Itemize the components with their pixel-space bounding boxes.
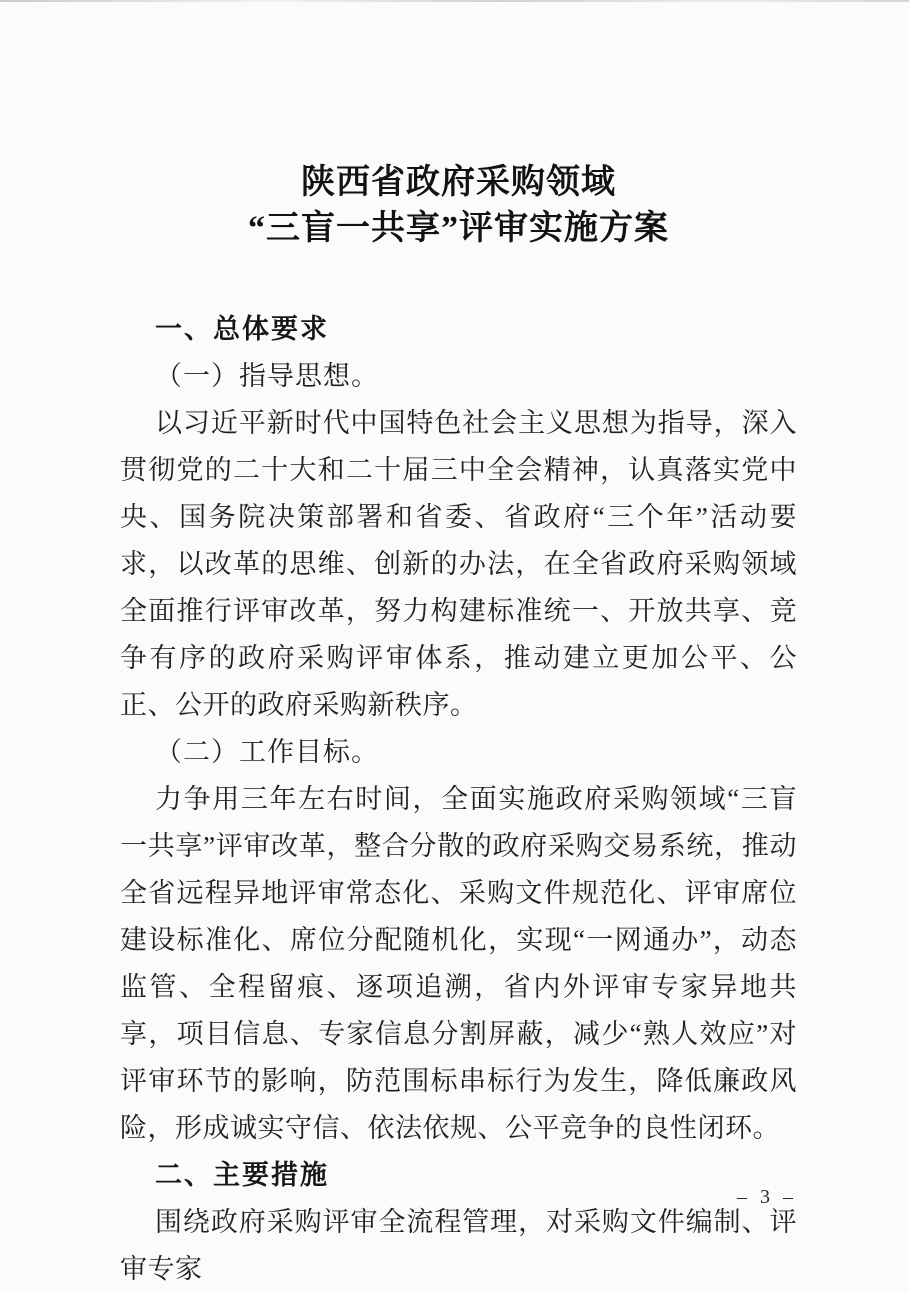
section-heading-main-measures: 二、主要措施 — [155, 1160, 329, 1190]
document-body — [120, 306, 797, 1293]
subsection-heading-work-goals: （二）工作目标。 — [155, 737, 379, 767]
document-title-line2: “三盲一共享”评审实施方案 — [248, 210, 669, 247]
subsection-heading-guiding-ideology: （一）指导思想。 — [155, 361, 379, 391]
document-title-line1: 陕西省政府采购领域 — [301, 164, 616, 201]
paragraph-guiding-ideology: 以习近平新时代中国特色社会主义思想为指导，深入贯彻党的二十大和二十届三中全会精神，认真落实党中央、国务院决策部署和省委、省政府“三个年”活动要求，以改革的思维、创新的办法，在全省政府采购领域全面推行评审改革，努力构建标准统一、开放共享、竞争有序的政府采购评审体系，推动建立更加公平、公正、公开的政府采购新秩序。 — [120, 408, 797, 720]
section-heading-overall-requirements: 一、总体要求 — [155, 314, 329, 344]
paragraph-main-measures: 围绕政府采购评审全流程管理，对采购文件编制、评审专家 — [120, 1207, 797, 1284]
scan-artifact-line — [0, 0, 909, 2]
document-title — [120, 160, 797, 252]
page-number: – 3 – — [737, 1186, 797, 1208]
paragraph-work-goals: 力争用三年左右时间，全面实施政府采购领域“三盲一共享”评审改革，整合分散的政府采购交易系统，推动全省远程异地评审常态化、采购文件规范化、评审席位建设标准化、席位分配随机化，实现“一网通办”，动态监管、全程留痕、逐项追溯，省内外评审专家异地共享，项目信息、专家信息分割屏蔽，减少“熟人效应”对评审环节的影响，防范围标串标行为发生，降低廉政风险，形成诚实守信、依法依规、公平竞争的良性闭环。 — [120, 784, 797, 1143]
